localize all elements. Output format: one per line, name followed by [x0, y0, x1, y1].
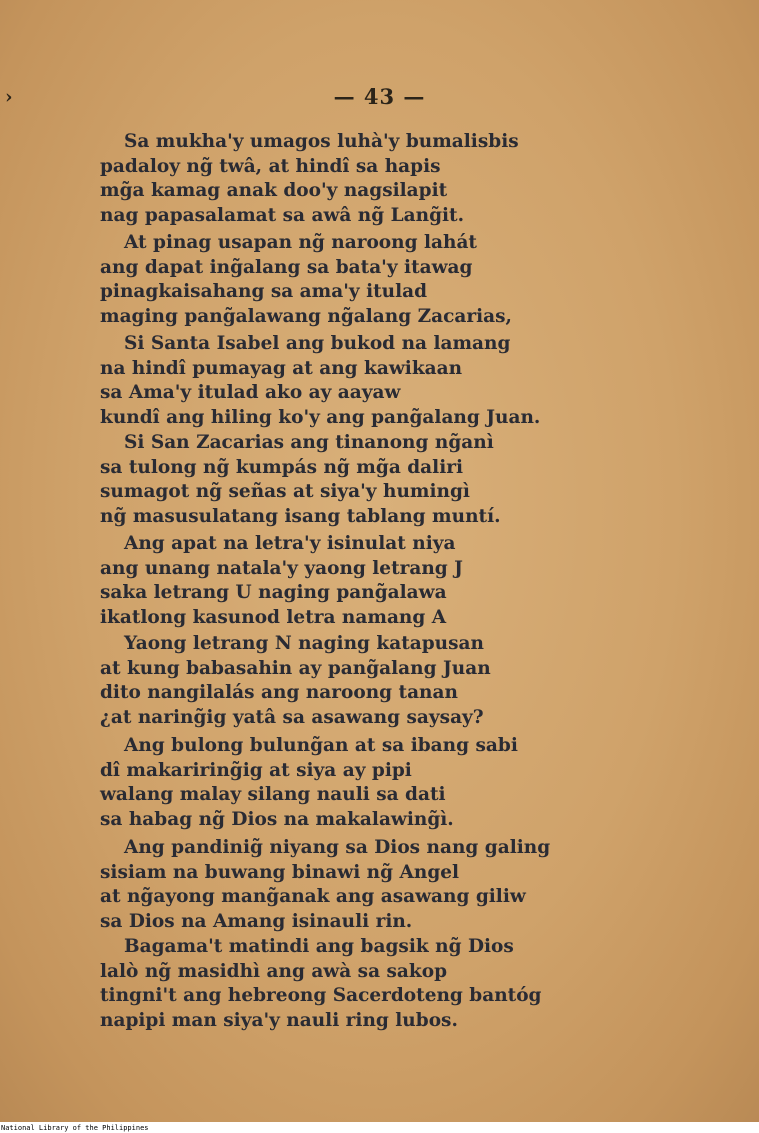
stanza-6 [0, 632, 759, 730]
verse-line: ng̃ masusulatang isang tablang muntí. [100, 505, 501, 527]
verse-line: Bagama't matindi ang bagsik ng̃ Dios [124, 936, 514, 957]
verse-line: Ang bulong bulung̃an at sa ibang sabi [124, 735, 518, 756]
verse-line: na hindî pumayag at ang kawikaan [100, 357, 463, 379]
verse-line: Ang apat na letra'y isinulat niya [124, 533, 456, 554]
verse-line: walang malay silang nauli sa dati [100, 784, 446, 805]
margin-mark: › [5, 86, 13, 108]
verse-line: ¿at naring̃ig yatâ sa asawang saysay? [100, 706, 484, 728]
verse-line: dî makariring̃ig at siya ay pipi [100, 759, 412, 781]
verse-line: ang unang natala'y yaong letrang J [100, 557, 463, 579]
verse-line: saka letrang U naging pang̃alawa [100, 582, 447, 603]
verse-line: At pinag usapan ng̃ naroong lahát [124, 232, 477, 253]
verse-line: sisiam na buwang binawi ng̃ Angel [100, 861, 460, 883]
verse-line: mg̃a kamag anak doo'y nagsilapit [100, 180, 448, 201]
stanza-9 [0, 935, 759, 1033]
verse-line: ang dapat ing̃alang sa bata'y itawag [100, 256, 473, 278]
verse-line: lalò ng̃ masidhì ang awà sa sakop [100, 960, 448, 982]
stanza-1 [0, 130, 759, 228]
verse-line: Ang pandinig̃ niyang sa Dios nang galing [124, 837, 551, 858]
verse-line: Sa mukha'y umagos luhà'y bumalisbis [124, 131, 519, 152]
verse-line: sa Dios na Amang isinauli rin. [100, 910, 413, 932]
stanza-7 [0, 734, 759, 832]
verse-line: napipi man siya'y nauli ring lubos. [100, 1009, 458, 1031]
stanza-2 [0, 231, 759, 329]
verse-line: maging pang̃alawang ng̃alang Zacarias, [100, 305, 512, 327]
verse-line: ikatlong kasunod letra namang A [100, 606, 447, 628]
verse-line: Si San Zacarias ang tinanong ng̃anì [124, 432, 494, 453]
verse-line: kundî ang hiling ko'y ang pang̃alang Juan. [100, 406, 541, 428]
verse-line: nag papasalamat sa awâ ng̃ Lang̃it. [100, 204, 465, 226]
verse-line: pinagkaisahang sa ama'y itulad [100, 281, 428, 302]
page-number: — 43 — [333, 84, 426, 109]
verse-line: Si Santa Isabel ang bukod na lamang [124, 333, 511, 354]
verse-line: sumagot ng̃ señas at siya'y humingì [100, 481, 470, 502]
verse-line: sa Ama'y itulad ako ay aayaw [100, 382, 401, 403]
verse-line: tingni't ang hebreong Sacerdoteng bantóg [100, 985, 542, 1006]
stanza-4 [0, 431, 759, 529]
footer-credit: National Library of the Philippines [0, 1124, 759, 1133]
verse-line: at kung babasahin ay pang̃alang Juan [100, 657, 491, 679]
verse-line: dito nangilalás ang naroong tanan [100, 682, 458, 703]
verse-line: sa tulong ng̃ kumpás ng̃ mg̃a daliri [100, 456, 463, 478]
stanza-8 [0, 836, 759, 934]
stanza-3 [0, 332, 759, 430]
verse-line: at ng̃ayong mang̃anak ang asawang giliw [100, 886, 526, 907]
verse-line: Yaong letrang N naging katapusan [124, 633, 484, 654]
verse-line: padaloy ng̃ twâ, at hindî sa hapis [100, 155, 441, 177]
verse-line: sa habag ng̃ Dios na makalawing̃ì. [100, 808, 454, 830]
stanza-5 [0, 532, 759, 630]
